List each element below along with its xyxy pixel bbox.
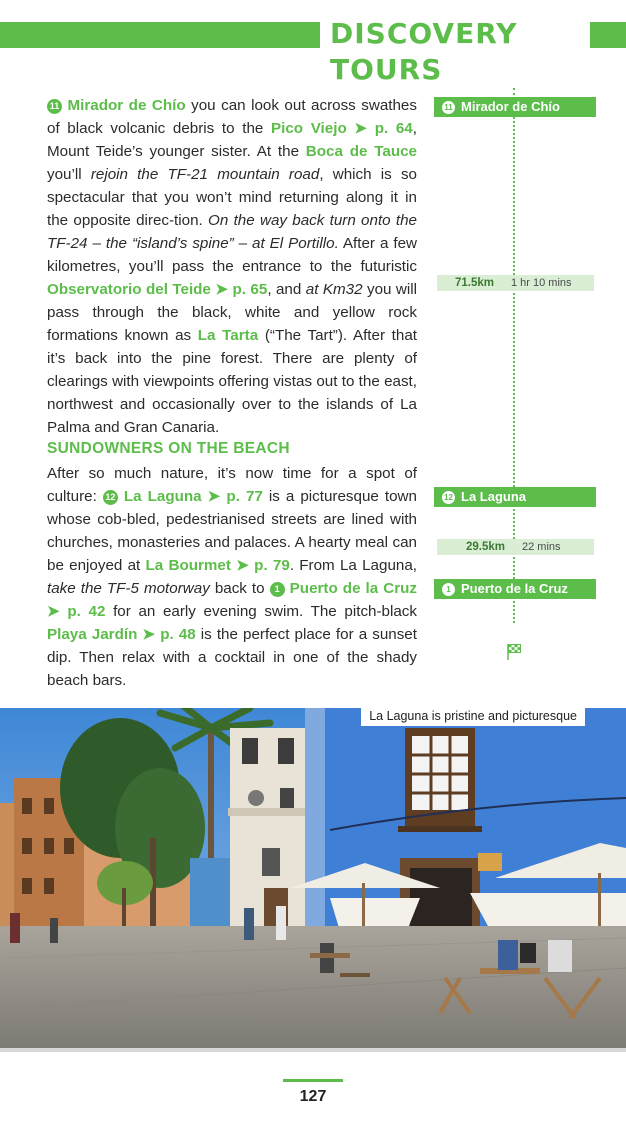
leg-time: 1 hr 10 mins [511, 277, 572, 289]
place-link[interactable]: Boca de Tauce [305, 143, 417, 160]
place-link[interactable]: La Tarta [197, 327, 259, 344]
stop-marker-icon: 11 [47, 99, 62, 114]
leg-distance: 29.5km [466, 541, 506, 553]
place-link[interactable]: La Bourmet [145, 557, 231, 574]
text-run: is the perfect place for a sunset dip. Then relax with a cocktail in one of the shady beach bars. [47, 626, 417, 689]
section-subheading: SUNDOWNERS ON THE BEACH [47, 440, 290, 457]
text-run: is a picturesque town whose cob-bled, pedestrianised streets are lined with churches, monasteries and palaces. A hearty meal can be enjoyed at [47, 488, 417, 574]
text-run: you can look out across swathes of black volcanic debris to the [47, 97, 417, 137]
text-run: , which is so spectacular that you won’t mind returning along it in the opposite direc-tion. [47, 166, 417, 229]
page-ref-link[interactable]: ➤ p. 79 [236, 557, 290, 574]
header-bar-left [0, 22, 320, 48]
place-link[interactable]: La Laguna [123, 488, 202, 505]
page-ref-link[interactable]: ➤ p. 77 [207, 488, 263, 505]
photo-bottom-strip [0, 1048, 626, 1052]
leg-time: 22 mins [522, 541, 561, 553]
section-title: DISCOVERY TOURS [330, 17, 518, 86]
stop-marker-icon: 12 [103, 490, 118, 505]
route-stop-label: La Laguna [461, 489, 527, 504]
page-ref-link[interactable]: ➤ p. 48 [142, 626, 196, 643]
stop-marker-icon: 1 [270, 582, 285, 597]
paragraph-sundowners [47, 462, 417, 692]
page-ref-link[interactable]: ➤ p. 65 [215, 281, 268, 298]
text-run: . From La Laguna, [289, 557, 417, 574]
la-laguna-photo [0, 708, 626, 1048]
finish-flag-icon [506, 643, 522, 661]
route-leg [437, 539, 594, 555]
text-run: , and [267, 281, 306, 298]
text-run: back to [209, 580, 270, 597]
leg-distance: 71.5km [455, 277, 495, 289]
route-stop-la-laguna [434, 487, 596, 507]
route-stop-mirador [434, 97, 596, 117]
page-number-rule [283, 1079, 343, 1082]
text-run: for an early evening swim. The pitch-black [105, 603, 417, 620]
stop-marker-icon: 11 [442, 101, 455, 114]
photo-caption: La Laguna is pristine and picturesque [361, 706, 585, 726]
text-run: you’ll [47, 166, 91, 183]
place-link[interactable]: Mirador de Chío [67, 97, 186, 114]
route-stop-puerto [434, 579, 596, 599]
place-link[interactable]: Playa Jardín [47, 626, 138, 643]
directions-text: at Km32 [305, 281, 363, 298]
text-run: (“The Tart”). After that it’s back into the pine forest. There are plenty of clearings with viewpoints offering vistas out to the east, northwest and occasionally over to the islands of La Palma and Gran Canaria. [47, 327, 417, 436]
stop-marker-icon: 1 [442, 583, 455, 596]
text-run: , Mount Teide’s younger sister. At the [47, 120, 417, 160]
paragraph-mirador [47, 94, 417, 439]
page-number: 127 [299, 1088, 327, 1105]
text-run: you will pass through the black, white and yellow rock formations known as [47, 281, 417, 344]
text-run: After a few kilometres, you’ll pass the entrance to the futuristic [47, 235, 417, 275]
directions-text: On the way back turn onto the TF-24 – the “island’s spine” – at El Portillo. [47, 212, 418, 252]
place-link[interactable]: Puerto de la Cruz [289, 580, 417, 597]
directions-text: take the TF-5 motorway [47, 580, 210, 597]
page-ref-link[interactable]: ➤ p. 42 [47, 603, 106, 620]
header-bar-right [590, 22, 626, 48]
page-ref-link[interactable]: ➤ p. 64 [354, 120, 413, 137]
directions-text: rejoin the TF-21 mountain road [90, 166, 320, 183]
street-scene-illustration [0, 708, 626, 1048]
route-leg [437, 275, 594, 291]
stop-marker-icon: 12 [442, 491, 455, 504]
place-link[interactable]: Pico Viejo [270, 120, 347, 137]
route-stop-label: Puerto de la Cruz [461, 581, 568, 596]
route-stop-label: Mirador de Chío [461, 99, 560, 114]
text-run: After so much nature, it’s now time for a spot of culture: [47, 465, 417, 505]
place-link[interactable]: Observatorio del Teide [47, 281, 211, 298]
